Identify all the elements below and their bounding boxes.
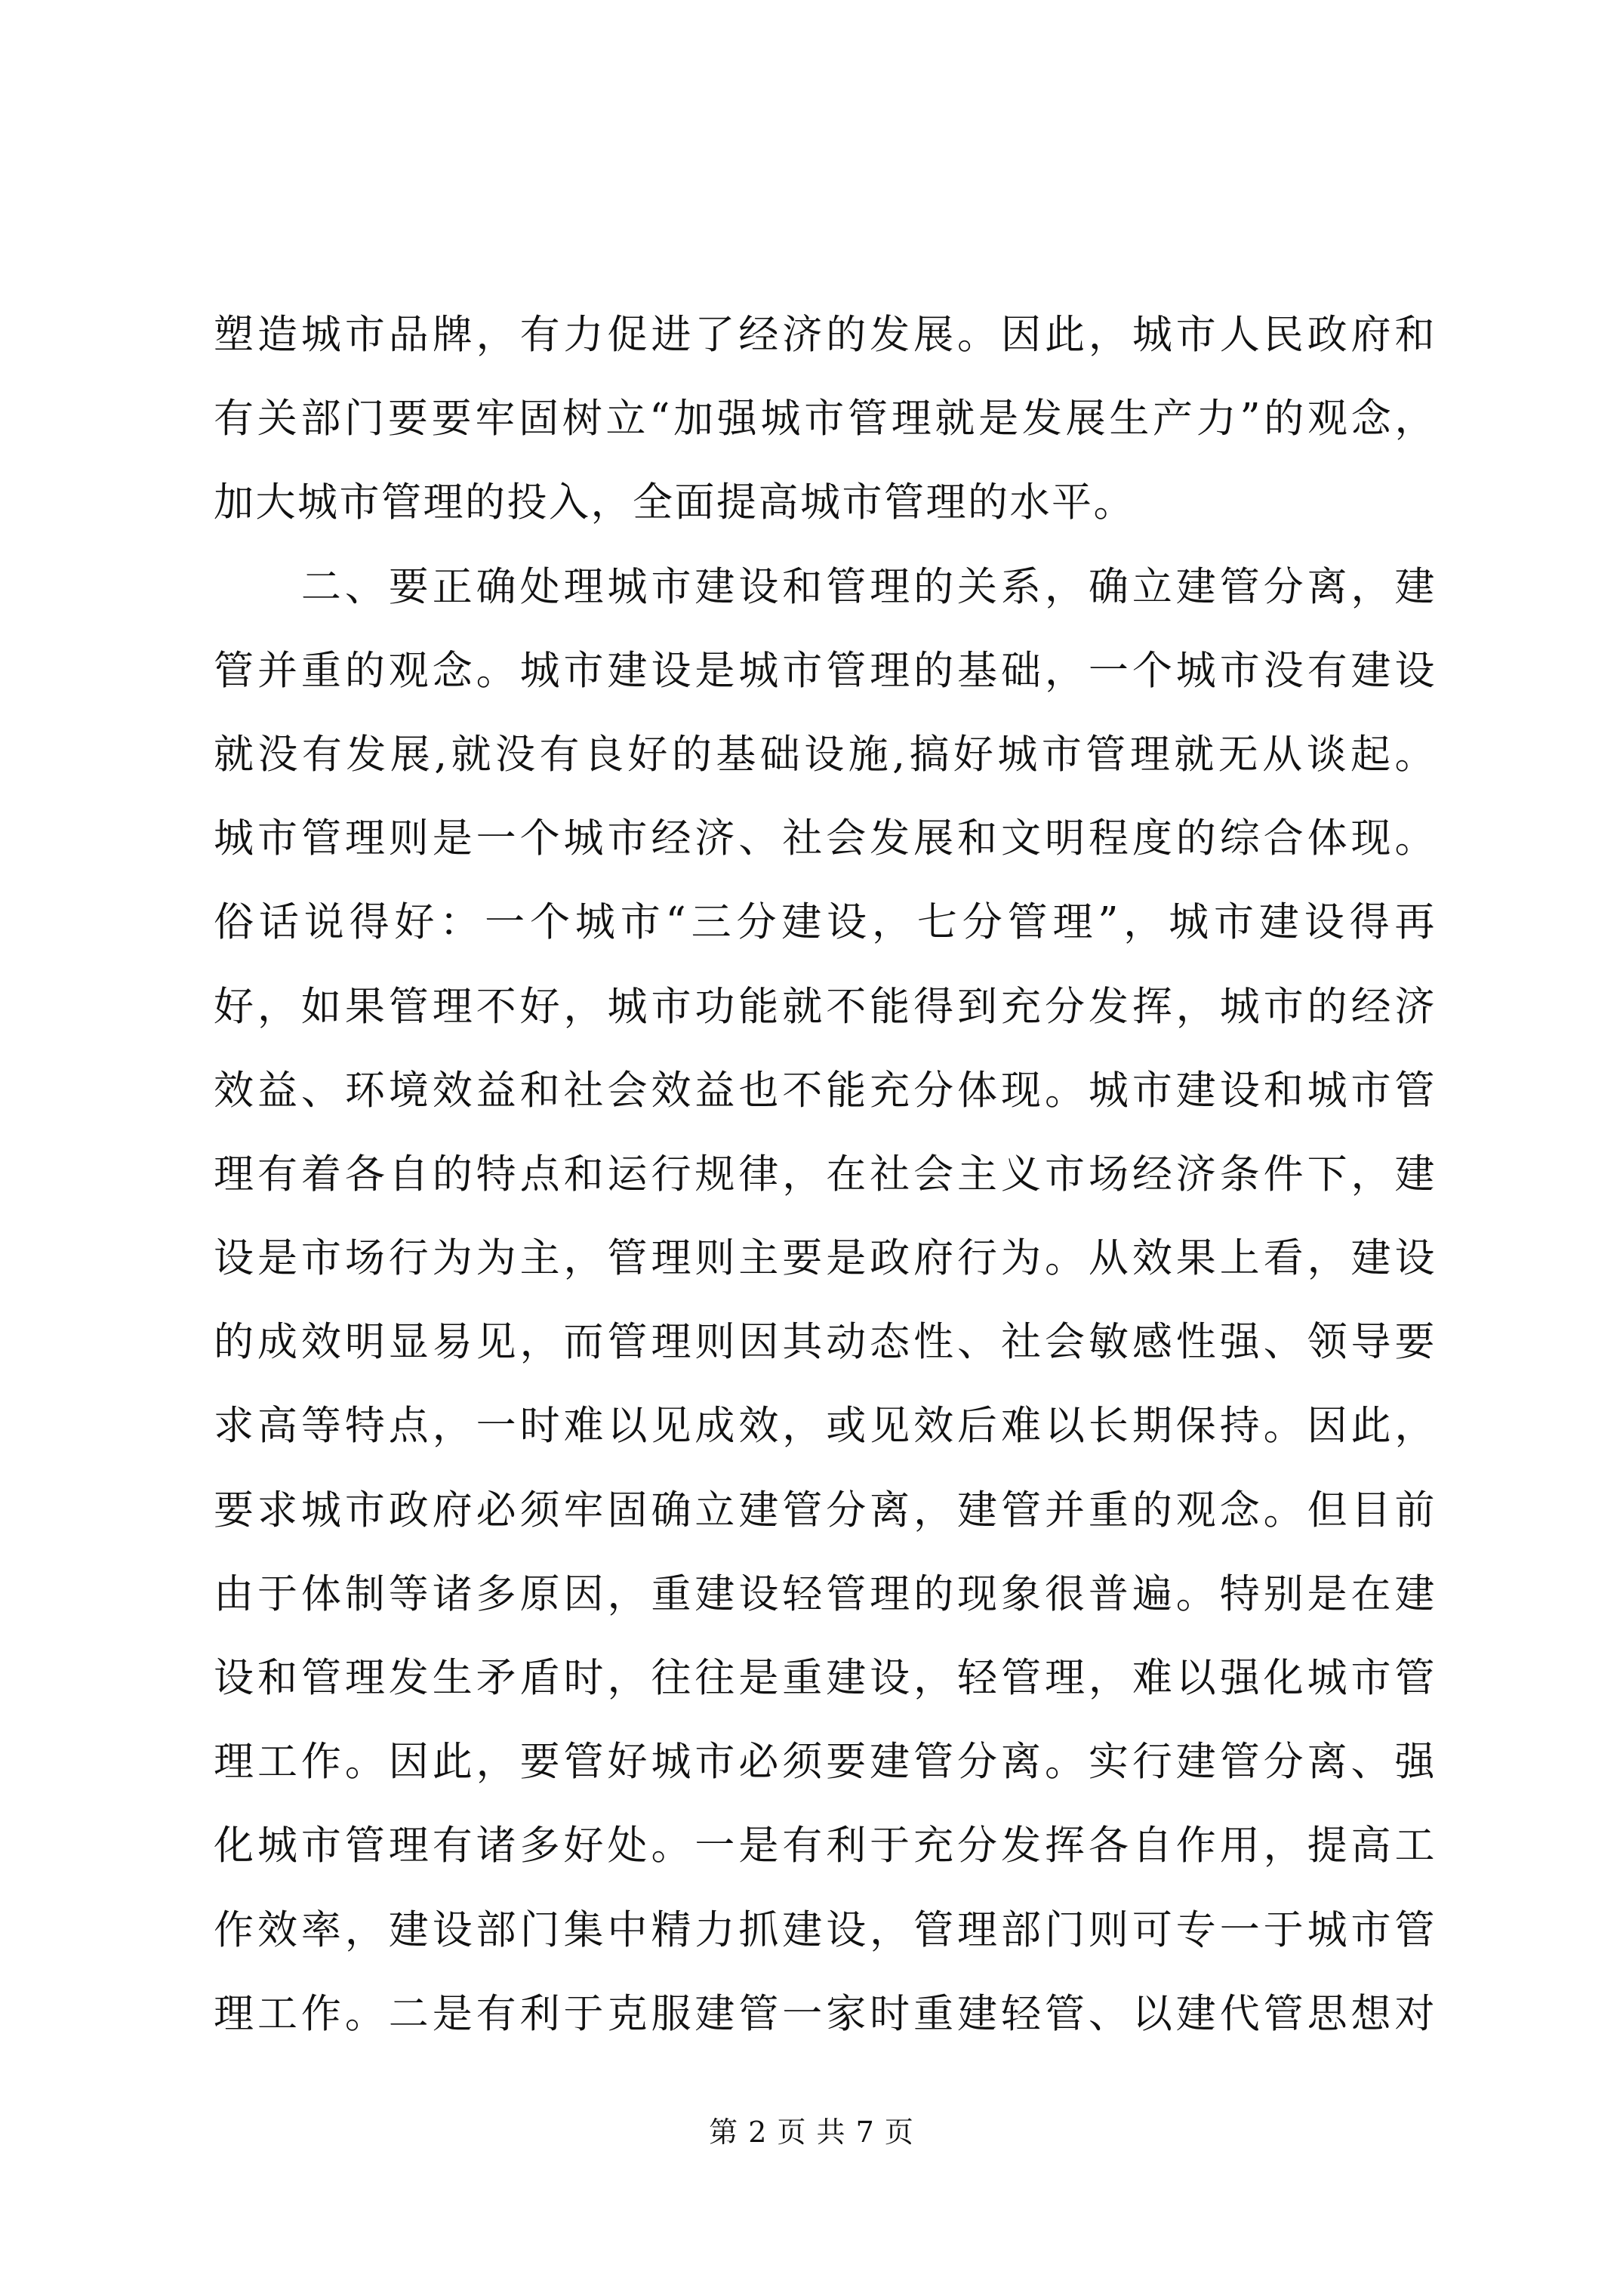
text-line: 的成效明显易见，而管理则因其动态性、社会敏感性强、领导要 (214, 1319, 1437, 1366)
text-line: 好，如果管理不好，城市功能就不能得到充分发挥，城市的经济 (214, 983, 1437, 1030)
text-line: 效益、环境效益和社会效益也不能充分体现。城市建设和城市管 (214, 1067, 1437, 1114)
text-line: 要求城市政府必须牢固确立建管分离，建管并重的观念。但目前 (214, 1487, 1437, 1533)
text-line: 加大城市管理的投入，全面提高城市管理的水平。 (214, 479, 1135, 526)
text-line: 化城市管理有诸多好处。一是有利于充分发挥各自作用，提高工 (214, 1823, 1437, 1869)
text-line: 俗话说得好：一个城市“三分建设，七分管理”，城市建设得再 (214, 899, 1437, 946)
text-line: 理工作。因此，要管好城市必须要建管分离。实行建管分离、强 (214, 1739, 1437, 1786)
text-line: 塑造城市品牌，有力促进了经济的发展。因此，城市人民政府和 (214, 312, 1437, 358)
body-text (214, 293, 1437, 2056)
text-line: 城市管理则是一个城市经济、社会发展和文明程度的综合体现。 (214, 815, 1437, 862)
page-number-footer: 第 2 页 共 7 页 (709, 2116, 914, 2149)
text-line: 有关部门要要牢固树立“加强城市管理就是发展生产力”的观念， (214, 396, 1437, 442)
text-line: 由于体制等诸多原因，重建设轻管理的现象很普遍。特别是在建 (214, 1570, 1437, 1617)
text-line: 设是市场行为为主，管理则主要是政府行为。从效果上看，建设 (214, 1235, 1437, 1282)
text-line: 理有着各自的特点和运行规律，在社会主义市场经济条件下，建 (214, 1151, 1437, 1197)
text-line: 作效率，建设部门集中精力抓建设，管理部门则可专一于城市管 (214, 1906, 1437, 1953)
text-line: 管并重的观念。城市建设是城市管理的基础，一个城市没有建设 (214, 647, 1437, 694)
text-line: 二、要正确处理城市建设和管理的关系，确立建管分离，建 (214, 563, 1437, 610)
text-line: 设和管理发生矛盾时，往往是重建设，轻管理，难以强化城市管 (214, 1655, 1437, 1701)
text-line: 理工作。二是有利于克服建管一家时重建轻管、以建代管思想对 (214, 1990, 1437, 2037)
text-line: 就没有发展,就没有良好的基础设施,搞好城市管理就无从谈起。 (214, 731, 1437, 778)
text-line: 求高等特点，一时难以见成效，或见效后难以长期保持。因此， (214, 1403, 1437, 1450)
